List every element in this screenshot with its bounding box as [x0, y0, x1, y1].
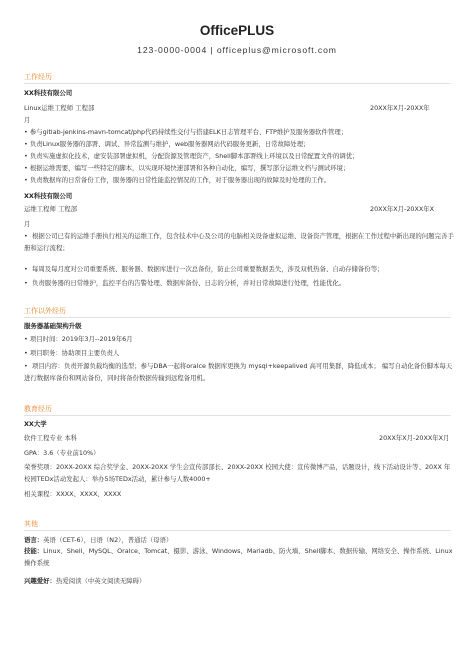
project-line: • 项目职务：协助项目主要负责人 [24, 349, 120, 357]
project-name: 服务器基础架构升级 [24, 322, 82, 330]
edu-honors: 荣誉奖项：20XX-20XX 综合奖学金、20XX-20XX 学生会宣传部部长、20XX-20XX 校园大使：宣传微博产品，话题设计，线下活动设计等、20XX 年校园TEDx活动发起人：举办5场TEDx活动，累计参与人数4000+ [24, 463, 451, 483]
section-title-education: 教育经历 [24, 405, 52, 413]
section-divider [24, 317, 451, 318]
section-title-work: 工作经历 [24, 73, 52, 81]
edu-period: 20XX年X月-20XX年X月 [379, 434, 450, 442]
job-bullet: • 每周及每月度对公司重要系统、服务器、数据库进行一次总备份，防止公司重要数据丢失，涉及双机热备、自动存储备份等； [24, 265, 384, 273]
skill-language: 语言：英语（CET-6），日语（N2），普通话（母语） [24, 536, 173, 544]
job-role: 运维工程师 工程部 [24, 205, 78, 213]
job-bullet: • 根据公司已有的运维手册执行相关的运维工作，包含技术中心及公司的电脑相关设备虚拟运维、设备资产管理，根据在工作过程中新出现的问题完善手册和运行流程； [24, 232, 454, 252]
edu-major: 软件工程专业 本科 [24, 434, 78, 442]
section-title-project: 工作以外经历 [24, 307, 66, 315]
job-bullet: • 负责实施虚拟化技术，虚安装部署虚拟机，分配资源及管理资产，Shell脚本部署线上环境以及日常配置文件的调优； [24, 152, 359, 160]
section-divider [24, 415, 451, 416]
project-line: • 项目时间：2019年3月--2019年6月 [24, 335, 133, 343]
job-bullet: • 根据运维需要，编写一些特定的脚本，以实现环境快速部署和各种自动化，编写，撰写部分运维文档与测试环境； [24, 164, 350, 172]
edu-gpa: GPA：3.6（专业前10%） [24, 449, 100, 457]
project-line: • 项目内容：负责开源负载均衡的选型；参与DBA一起将oralce 数据库更换为 mysql+keepalived 高可用集群，降低成本； 编写自动化备份脚本每天进行数据库备份和网站备份，同时将备份数据传输到远程备用机。 [24, 362, 453, 382]
contact-line: 123-0000-0004 | officeplus@microsoft.com [137, 45, 337, 55]
job-period: 20XX年X月-20XX年 [370, 104, 430, 112]
job-period: 20XX年X月-20XX年X [370, 205, 435, 213]
skill-tech: 技能：Linux、Shell、MySQL、Oralce、Tomcat、摄影、游泳、Windows、Mariadb、防火墙、Shell脚本、数据传输、网络安全、操作系统、Linux操作系统 [24, 547, 453, 567]
section-divider [24, 83, 451, 84]
skill-hobby: 兴趣爱好：热爱阅读（中英文阅读无障碍） [24, 577, 146, 585]
edu-school: XX大学 [24, 420, 47, 428]
job-period-tail: 月 [24, 116, 31, 124]
job-company: XX科技有限公司 [24, 192, 73, 200]
resume-name: OfficePLUS [199, 23, 275, 38]
job-period-tail: 月 [24, 220, 31, 228]
section-divider [24, 530, 451, 531]
job-role: Linux运维工程师 工程部 [24, 104, 95, 112]
job-bullet: • 负责Linux服务器的部署、调试、异常监测与维护，web服务器网站代码服务更新，日常故障处理； [24, 140, 310, 148]
edu-courses: 相关课程：XXXX、XXXX、XXXX [24, 490, 122, 498]
job-bullet: • 负责服务器的日常维护，监控平台的告警处理、数据库备份、日志的分析，并对日常故障进行处理，性能优化。 [24, 279, 346, 287]
job-bullet: • 参与gitlab-jenkins-mavn-tomcat/php代码持续性交付与搭建ELK日志管理平台、FTP维护及服务器软件管理； [24, 128, 348, 136]
job-bullet: • 负责数据库的日常备份工作，服务器的日常性能监控情况的工作，对于服务器出现的故障及时处理的工作。 [24, 176, 331, 184]
section-title-other: 其他 [24, 520, 38, 528]
job-company: XX科技有限公司 [24, 89, 73, 97]
